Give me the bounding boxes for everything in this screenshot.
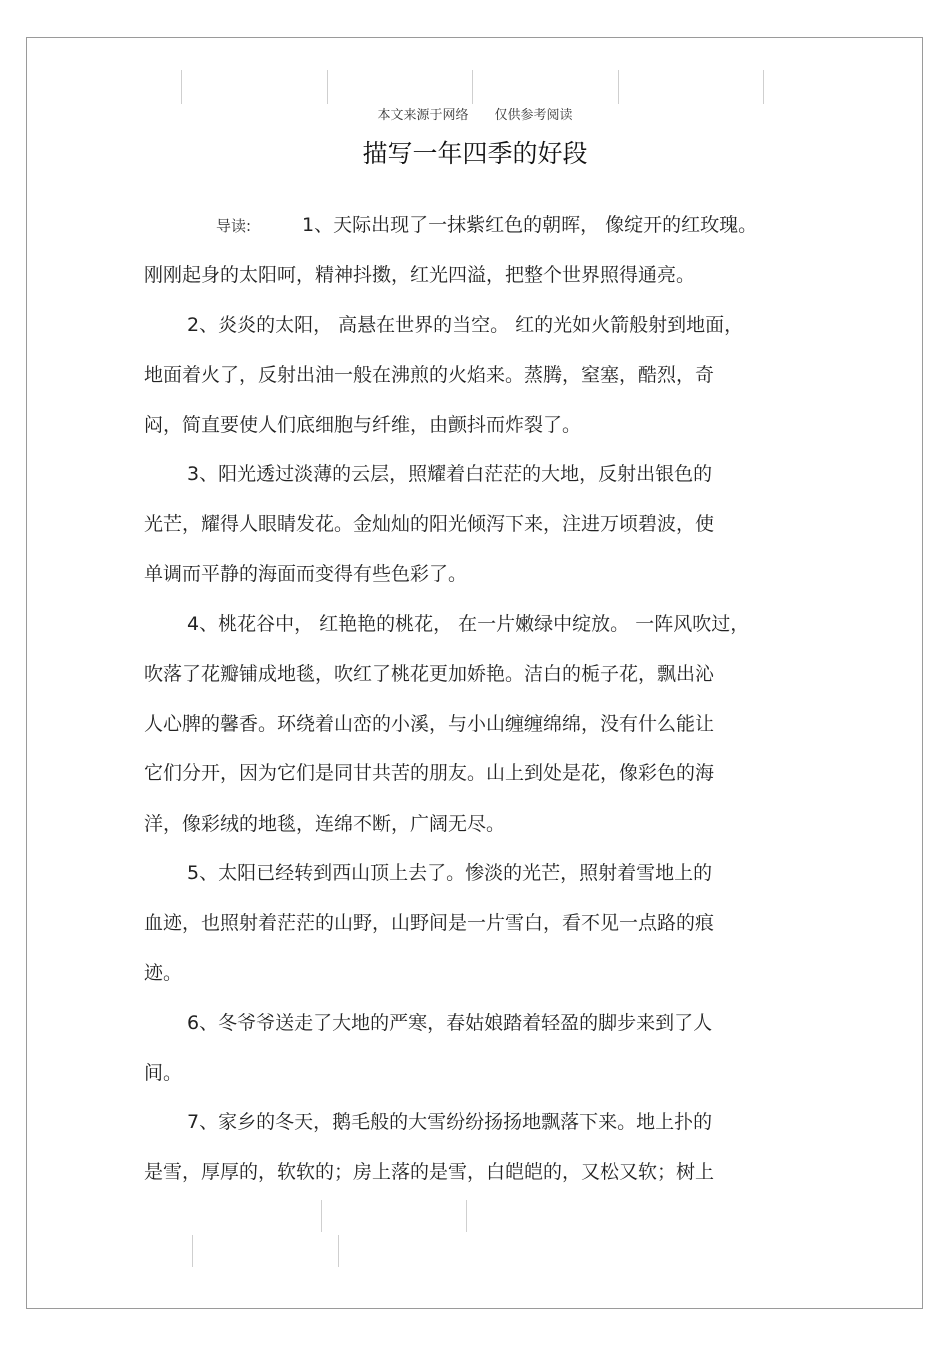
- paragraph-line: 洋，像彩绒的地毯，连绵不断，广阔无尽。: [144, 813, 506, 835]
- paragraph-line: 它们分开，因为它们是同甘共苦的朋友。山上到处是花，像彩色的海: [144, 762, 715, 784]
- paragraph-line: 血迹，也照射着茫茫的山野，山野间是一片雪白，看不见一点路的痕: [144, 912, 715, 934]
- bottom-divider-mark: [338, 1235, 339, 1267]
- top-divider-mark: [327, 70, 328, 104]
- paragraph-line: 光芒，耀得人眼睛发花。金灿灿的阳光倾泻下来，注进万顷碧波，使: [144, 513, 715, 535]
- paragraph-line: 是雪，厚厚的，软软的；房上落的是雪，白皑皑的，又松又软；树上: [144, 1161, 715, 1183]
- source-note-text-2: 仅供参考阅读: [494, 108, 573, 123]
- paragraph-line: 6、冬爷爷送走了大地的严寒，春姑娘踏着轻盈的脚步来到了人: [187, 1012, 713, 1034]
- lead-label: 导读:: [216, 217, 252, 235]
- paragraph-line: 1、天际出现了一抹紫红色的朝晖， 像绽开的红玫瑰。: [302, 214, 758, 236]
- paragraph-line: 2、炎炎的太阳， 高悬在世界的当空。 红的光如火箭般射到地面，: [187, 314, 744, 336]
- top-divider-mark: [763, 70, 764, 104]
- paragraph-line: 间。: [144, 1062, 183, 1084]
- top-divider-mark: [472, 70, 473, 104]
- bottom-divider-mark: [466, 1200, 467, 1232]
- paragraph-line: 4、桃花谷中， 红艳艳的桃花， 在一片嫩绿中绽放。 一阵风吹过，: [187, 613, 750, 635]
- source-note-text: 本文来源于网络: [377, 108, 469, 123]
- paragraph-line: 地面着火了，反射出油一般在沸煎的火焰来。蒸腾，窒塞，酷烈，奇: [144, 364, 715, 386]
- paragraph-line: 单调而平静的海面而变得有些色彩了。: [144, 563, 468, 585]
- paragraph-line: 5、太阳已经转到西山顶上去了。惨淡的光芒，照射着雪地上的: [187, 862, 713, 884]
- paragraph-line: 刚刚起身的太阳呵，精神抖擞，红光四溢，把整个世界照得通亮。: [144, 264, 696, 286]
- top-divider-mark: [181, 70, 182, 104]
- paragraph-line: 人心脾的馨香。环绕着山峦的小溪，与小山缠缠绵绵，没有什么能让: [144, 713, 715, 735]
- bottom-divider-mark: [192, 1235, 193, 1267]
- paragraph-line: 闷，简直要使人们底细胞与纤维，由颤抖而炸裂了。: [144, 414, 582, 436]
- paragraph-line: 迹。: [144, 962, 183, 984]
- paragraph-line: 吹落了花瓣铺成地毯，吹红了桃花更加娇艳。洁白的栀子花，飘出沁: [144, 663, 715, 685]
- paragraph-line: 3、阳光透过淡薄的云层，照耀着白茫茫的大地，反射出银色的: [187, 463, 713, 485]
- top-divider-mark: [618, 70, 619, 104]
- source-note: [0, 104, 950, 123]
- paragraph-line: 7、家乡的冬天，鹅毛般的大雪纷纷扬扬地飘落下来。地上扑的: [187, 1111, 713, 1133]
- bottom-divider-mark: [321, 1200, 322, 1232]
- document-title: 描写一年四季的好段: [362, 139, 588, 168]
